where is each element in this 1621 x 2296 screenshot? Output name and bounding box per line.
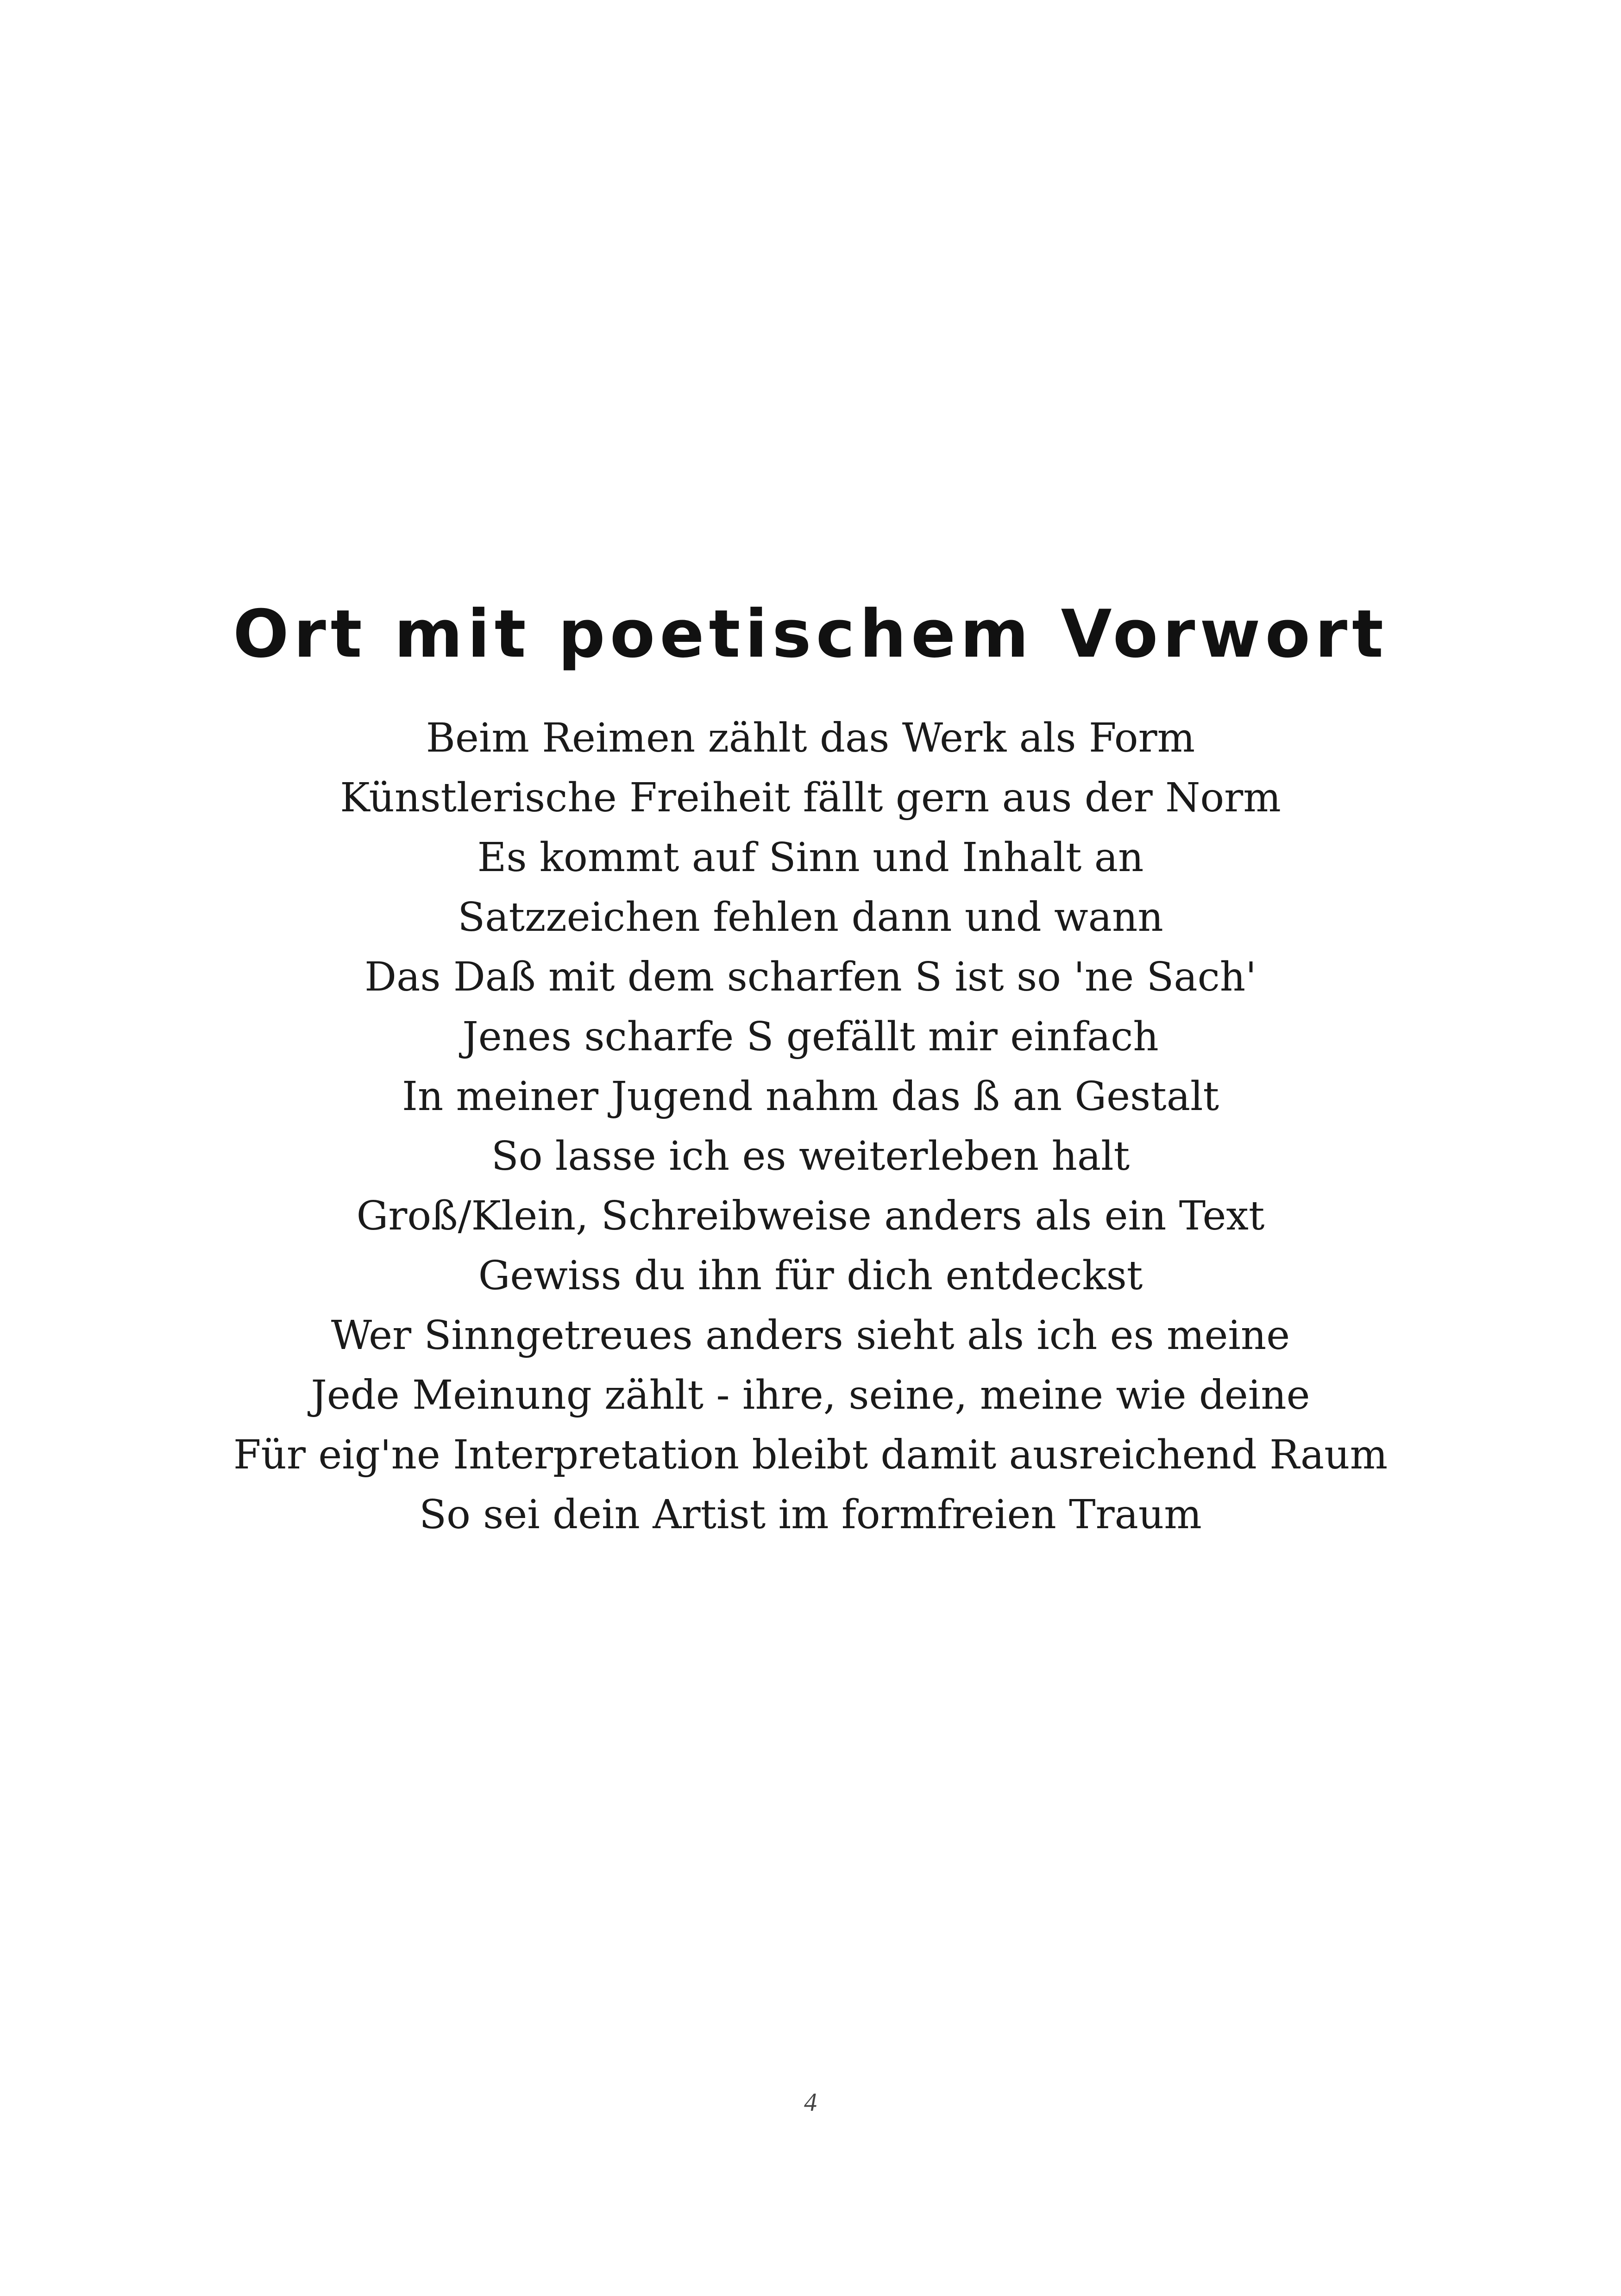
poem-line: Künstlerische Freiheit fällt gern aus der Norm [340, 775, 1281, 821]
page-number: 4 [804, 2088, 817, 2117]
poem-line: So lasse ich es weiterleben halt [491, 1133, 1130, 1179]
poem-line: Satzzeichen fehlen dann und wann [458, 894, 1163, 941]
poem-line: Jede Meinung zählt - ihre, seine, meine wie deine [311, 1372, 1310, 1418]
poem-line: Jenes scharfe S gefällt mir einfach [462, 1014, 1159, 1060]
poem [0, 709, 1621, 1545]
poem-line: Groß/Klein, Schreibweise anders als ein Text [356, 1193, 1265, 1239]
poem-line: In meiner Jugend nahm das ß an Gestalt [402, 1073, 1219, 1120]
poem-line: Gewiss du ihn für dich entdeckst [478, 1253, 1143, 1299]
poem-line: Das Daß mit dem scharfen S ist so 'ne Sach' [364, 954, 1257, 1000]
poem-line: Wer Sinngetreues anders sieht als ich es meine [331, 1312, 1290, 1359]
page-title: Ort mit poetischem Vorwort [233, 596, 1388, 673]
poem-line: Beim Reimen zählt das Werk als Form [426, 715, 1195, 761]
poem-line: So sei dein Artist im formfreien Traum [419, 1492, 1202, 1538]
poem-line: Für eig'ne Interpretation bleibt damit ausreichend Raum [233, 1432, 1388, 1478]
poem-line: Es kommt auf Sinn und Inhalt an [477, 834, 1144, 881]
